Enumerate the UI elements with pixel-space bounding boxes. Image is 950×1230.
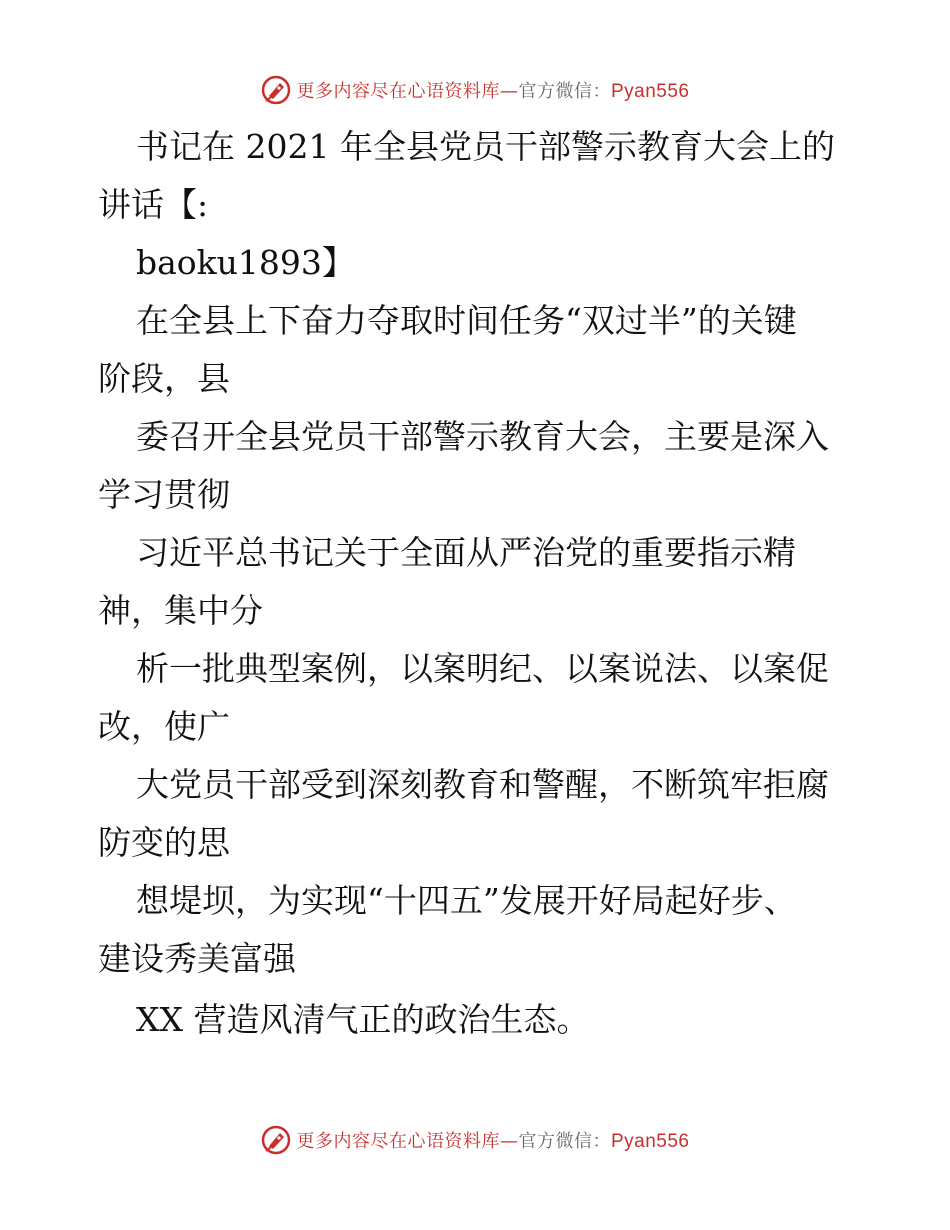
text-line: 大党员干部受到深刻教育和警醒，不断筑牢拒腐 [136,765,829,804]
watermark-text [296,77,689,103]
text-line: 改，使广 [98,707,230,746]
watermark-brand: 更多内容尽在心语资料库 [296,1131,500,1152]
text-line: 防变的思 [98,823,230,862]
text-line: 讲话【: [98,185,209,224]
watermark-account: Pyan556 [610,1131,690,1152]
watermark-brand: 更多内容尽在心语资料库 [296,81,500,102]
text-line: 析一批典型案例，以案明纪、以案说法、以案促 [136,649,829,688]
text-line: 想堤坝，为实现“十四五”发展开好局起好步、 [136,881,797,920]
watermark-header [0,70,950,110]
watermark-footer [0,1120,950,1160]
watermark-separator: — [499,1131,519,1152]
pen-nib-logo-icon [260,74,292,106]
watermark-account: Pyan556 [610,81,690,102]
text-line: baoku1893】 [136,243,355,282]
text-line: 书记在 2021 年全县党员干部警示教育大会上的 [136,127,835,166]
watermark-text [296,1127,689,1153]
text-line: 习近平总书记关于全面从严治党的重要指示精 [136,533,796,572]
text-line: XX 营造风清气正的政治生态。 [136,1000,590,1039]
watermark-separator: — [499,81,519,102]
text-line: 神，集中分 [98,591,263,630]
watermark-label: 官方微信： [518,1131,611,1152]
watermark-label: 官方微信： [518,81,611,102]
pen-nib-logo-icon [260,1124,292,1156]
text-line: 阶段，县 [98,359,230,398]
text-line: 建设秀美富强 [98,939,296,978]
text-line: 学习贯彻 [98,475,230,514]
text-line: 在全县上下奋力夺取时间任务“双过半”的关键 [136,301,797,340]
text-line: 委召开全县党员干部警示教育大会，主要是深入 [136,417,829,456]
